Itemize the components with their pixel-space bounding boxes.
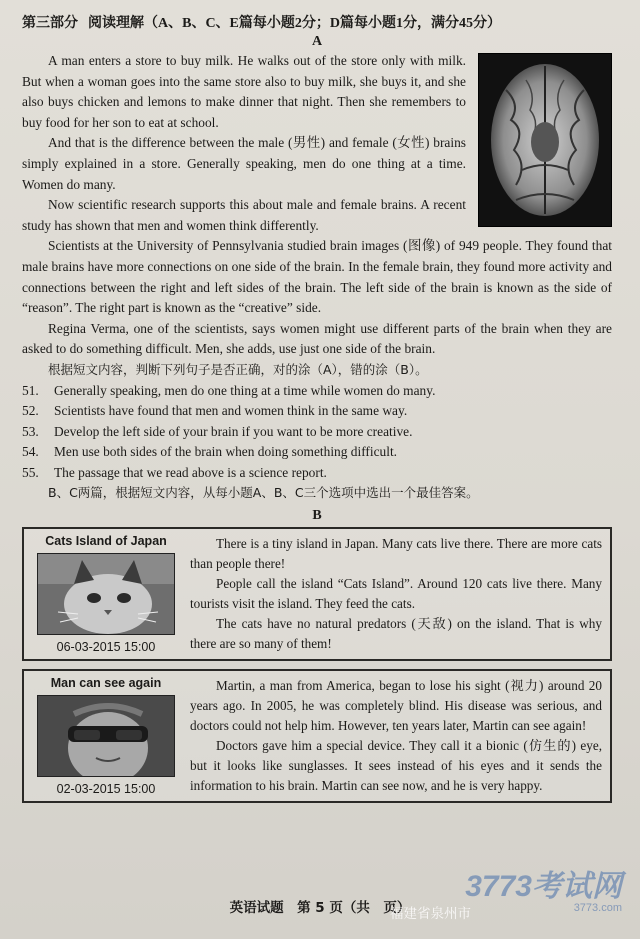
news-card-cats [22, 527, 612, 661]
section-b-letter: B [312, 508, 322, 524]
question-number: 51. [22, 382, 39, 398]
question-text: The passage that we read above is a science report. [54, 464, 327, 480]
paragraph: Scientists at the University of Pennsylvania studied brain images (图像) of 949 people. They found that male brains have more connections on one side of the brain. In the female brain, they found more activity and connections between the right and left sides of the brain. The left side of the brain is known as the side of “reason”. The right part is known as the “creative” side. [22, 238, 612, 316]
card-title: Cats Island of Japan [45, 534, 167, 549]
watermark-url: 3773.com [573, 902, 622, 914]
watermark-brand: 3773考试网 [465, 870, 622, 903]
question-number: 53. [22, 423, 39, 439]
question-text: Generally speaking, men do one thing at a time while women do many. [54, 382, 436, 398]
card-paragraph: The cats have no natural predators (天敌) on the island. That is why there are so many of them! [190, 616, 602, 652]
watermark-school: 福建省泉州市 [390, 906, 471, 922]
brain-image [478, 53, 612, 227]
question-text: Scientists have found that men and women think in the same way. [54, 403, 408, 419]
bc-instruction: B、C两篇，根据短文内容，从每小题A、B、C三个选项中选出一个最佳答案。 [48, 485, 479, 501]
question-number: 52. [22, 403, 39, 419]
card-timestamp: 06-03-2015 15:00 [56, 640, 156, 655]
question-text: Develop the left side of your brain if you want to be more creative. [54, 423, 413, 439]
card-title: Man can see again [50, 676, 162, 691]
paragraph: And that is the difference between the male (男性) and female (女性) brains simply explained in a store. Generally speaking, men do one thing at a time. Women do many. [22, 135, 466, 192]
question-item [22, 442, 612, 463]
man-with-sunglasses-icon [38, 696, 174, 776]
card-paragraph: There is a tiny island in Japan. Many cats live there. There are more cats than people there! [190, 536, 602, 572]
paragraph: Regina Verma, one of the scientists, says women might use different parts of the brain when they are asked to do something difficult. Men, she adds, use just one side of the brain. [22, 320, 612, 357]
part-label: 第三部分 [22, 15, 78, 31]
cat-photo [37, 553, 175, 635]
card-paragraph: Martin, a man from America, began to lose his sight (视力) around 20 years ago. In 2005, he was completely blind. His disease was serious, and doctors could not help him. However, ten years later, Martin can see again! [190, 678, 602, 734]
part-title: 阅读理解（A、B、C、E篇每小题2分；D篇每小题1分，满分45分） [88, 16, 502, 31]
cat-icon [38, 554, 174, 634]
judgement-instruction: 根据短文内容，判断下列句子是否正确，对的涂（A），错的涂（B）。 [48, 361, 428, 377]
section-header [22, 14, 612, 33]
card-paragraph: Doctors gave him a special device. They call it a bionic (仿生的) eye, but it looks like sunglasses. It sees instead of his eyes and it sends the information to his brain. Martin can see now, and he is very happy. [190, 738, 602, 794]
card-timestamp: 02-03-2015 15:00 [56, 782, 156, 797]
question-item [22, 381, 612, 402]
card-paragraph: People call the island “Cats Island”. Around 120 cats live there. Many tourists visit the island. They feed the cats. [190, 576, 602, 612]
question-item [22, 401, 612, 422]
news-card-man [22, 669, 612, 803]
paragraph: Now scientific research supports this about male and female brains. A recent study has shown that men and women think differently. [22, 197, 466, 233]
section-a-letter: A [311, 34, 323, 49]
question-text: Men use both sides of the brain when doing something difficult. [54, 444, 398, 460]
page-footer: 英语试题 第 5 页（共 页） [229, 900, 411, 916]
question-number: 54. [22, 444, 39, 460]
question-item [22, 422, 612, 443]
question-item [22, 463, 612, 484]
watermark [465, 872, 622, 914]
paragraph: A man enters a store to buy milk. He walks out of the store only with milk. But when a woman goes into the same store also to buy milk, she buys it, and she also buys chicken and lemons to make dinner that night. Then she remembers to buy food for her son to eat at school. [22, 53, 466, 130]
brain-scan-icon [486, 60, 604, 220]
question-number: 55. [22, 464, 39, 480]
man-photo [37, 695, 175, 777]
